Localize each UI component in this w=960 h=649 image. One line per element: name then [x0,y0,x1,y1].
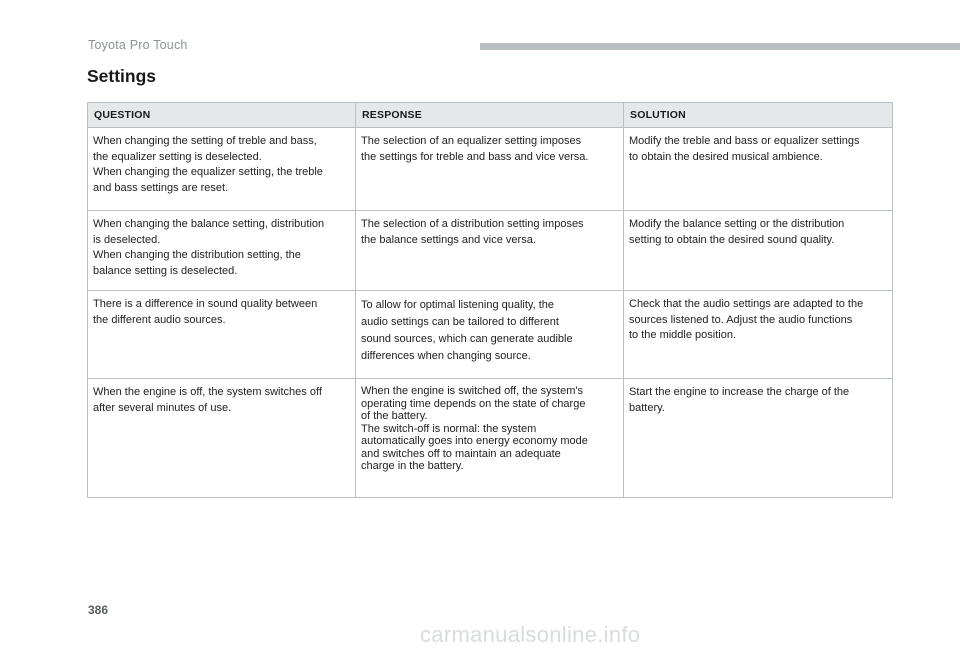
troubleshooting-table [87,102,893,498]
header-divider-bar [480,43,960,50]
response-cell [356,291,624,379]
solution-cell [624,128,893,211]
solution-cell [624,379,893,498]
column-header-response: RESPONSE [356,103,624,128]
response-text: To allow for optimal listening quality, the audio settings can be tailored to different sound sources, which can generate audible differences when changing source. [361,299,573,362]
page-number: 386 [88,603,109,617]
response-cell [356,379,624,498]
table-row [88,291,893,379]
response-cell [356,211,624,291]
watermark: carmanualsonline.info [420,622,641,647]
manual-title: Toyota Pro Touch [88,38,188,52]
question-text: When the engine is off, the system switches off after several minutes of use. [93,386,322,414]
response-text: The selection of a distribution setting imposes the balance settings and vice versa. [361,218,584,246]
question-cell [88,128,356,211]
solution-text: Check that the audio settings are adapted to the sources listened to. Adjust the audio functions to the middle position. [629,298,864,341]
column-header-solution: SOLUTION [624,103,893,128]
table-row [88,379,893,498]
table-row [88,128,893,211]
section-title: Settings [87,66,157,86]
column-header-question: QUESTION [88,103,356,128]
question-cell [88,211,356,291]
question-text: There is a difference in sound quality between the different audio sources. [93,298,318,326]
table-row [88,211,893,291]
solution-cell [624,291,893,379]
question-text: When changing the balance setting, distribution is deselected. When changing the distribution setting, the balance setting is deselected. [93,218,325,277]
table-header-row [88,103,893,128]
response-text: When the engine is switched off, the system's operating time depends on the state of charge of the battery. The switch-off is normal: the system automatically goes into energy economy mode and switches off to maintain an adequate charge in the battery. [361,385,588,472]
solution-cell [624,211,893,291]
response-cell [356,128,624,211]
solution-text: Modify the treble and bass or equalizer settings to obtain the desired musical ambience. [629,135,860,163]
question-cell [88,291,356,379]
question-cell [88,379,356,498]
response-text: The selection of an equalizer setting imposes the settings for treble and bass and vice versa. [361,135,589,163]
solution-text: Start the engine to increase the charge of the battery. [629,386,850,414]
solution-text: Modify the balance setting or the distribution setting to obtain the desired sound quality. [629,218,845,246]
question-text: When changing the setting of treble and bass, the equalizer setting is deselected. When changing the equalizer setting, the treble and bass settings are reset. [93,135,323,194]
